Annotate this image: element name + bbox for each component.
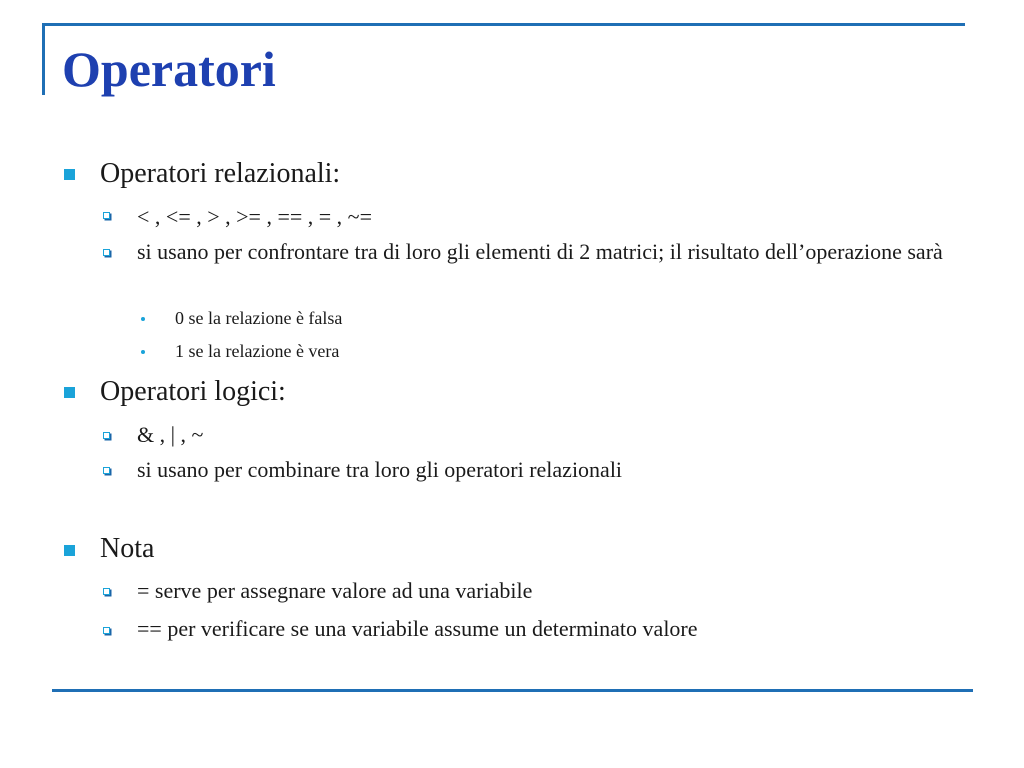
sub-item-true: 1 se la relazione è vera xyxy=(175,341,340,361)
hollow-square-bullet-icon xyxy=(103,627,110,634)
dot-bullet-icon xyxy=(141,317,145,321)
hollow-square-bullet-icon xyxy=(103,467,110,474)
list-item-relational-operators: < , <= , > , >= , == , = , ~= xyxy=(137,204,372,229)
section-heading-logici: Operatori logici: xyxy=(100,376,286,407)
list-item-assignment: = serve per assegnare valore ad una variabile xyxy=(137,578,533,603)
filled-square-bullet-icon xyxy=(64,545,75,556)
slide-title: Operatori xyxy=(62,41,276,97)
hollow-square-bullet-icon xyxy=(103,212,110,219)
hollow-square-bullet-icon xyxy=(103,588,110,595)
section-heading-relazionali: Operatori relazionali: xyxy=(100,158,341,189)
filled-square-bullet-icon xyxy=(64,387,75,398)
hollow-square-bullet-icon xyxy=(103,432,110,439)
list-item-equality: == per verificare se una variabile assume un determinato valore xyxy=(137,616,698,641)
list-item-relational-description: si usano per confrontare tra di loro gli elementi di 2 matrici; il risultato dell’operazione sarà xyxy=(137,239,943,264)
hollow-square-bullet-icon xyxy=(103,249,110,256)
list-item-logical-operators: & , | , ~ xyxy=(137,422,204,447)
sub-item-false: 0 se la relazione è falsa xyxy=(175,308,343,328)
list-item-logical-description: si usano per combinare tra loro gli operatori relazionali xyxy=(137,457,623,482)
dot-bullet-icon xyxy=(141,350,145,354)
section-heading-nota: Nota xyxy=(100,533,155,564)
bottom-rule xyxy=(52,689,973,692)
filled-square-bullet-icon xyxy=(64,169,75,180)
